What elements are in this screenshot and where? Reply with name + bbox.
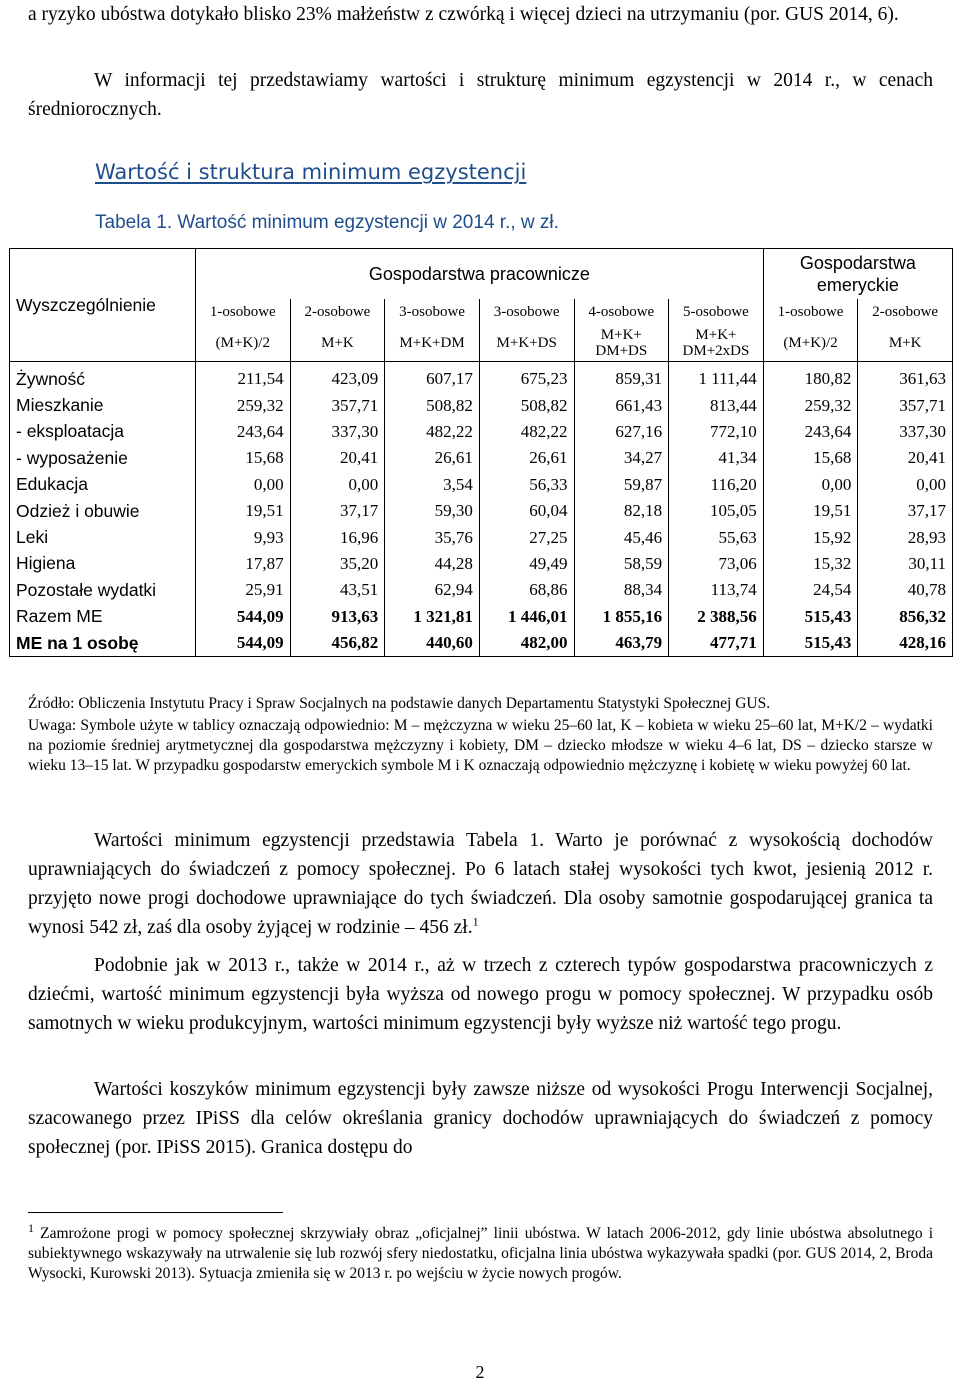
value-cell: 20,41 — [290, 445, 385, 471]
value-cell: 16,96 — [290, 524, 385, 550]
value-cell: 60,04 — [479, 498, 574, 524]
row-label: Mieszkanie — [10, 392, 196, 418]
value-cell: 856,32 — [858, 604, 953, 630]
value-cell: 482,00 — [479, 630, 574, 657]
household-size-header: 4-osobowe — [574, 299, 669, 325]
household-symbol-header: (M+K)/2 — [196, 325, 291, 362]
value-cell: 28,93 — [858, 524, 953, 550]
value-cell: 17,87 — [196, 551, 291, 577]
household-size-header: 1-osobowe — [763, 299, 858, 325]
row-label: Edukacja — [10, 472, 196, 498]
value-cell: 37,17 — [290, 498, 385, 524]
table-row — [10, 551, 953, 577]
paragraph-1-text: Wartości minimum egzystencji przedstawia Tabela 1. Warto je porównać z wysokością dochodów uprawniających do świadczeń z pomocy społecznej. Po 6 latach stałej wysokości tych kwot, jesienią 2012 r. przyjęto nowe progi dochodowe uprawniające do tych świadczeń. Dla osoby samotnie gospodarującej granica ta wynosi 542 zł, zaś dla osoby żyjącej w rodzinie – 456 zł. — [28, 830, 933, 938]
value-cell: 508,82 — [479, 392, 574, 418]
footnote-text: Zamrożone progi w pomocy społecznej skrzywiały obraz „oficjalnej” linii ubóstwa. W latach 2006-2012, gdy linie ubóstwa absolutnego i subiektywnego wskazywały na utrwalenie się lub rozwój sfery niedostatku, oficjalna linia ubóstwa wykazywała spadki (por. GUS 2014, 2, Broda Wysocki, Kurowski 2013). Sytuacja zmieniła się w 2013 r. po wejściu w życie nowych progów. — [28, 1225, 934, 1282]
value-cell: 35,76 — [385, 524, 480, 550]
value-cell: 243,64 — [196, 419, 291, 445]
intro-paragraph: a ryzyko ubóstwa dotykało blisko 23% małżeństw z czwórką i więcej dzieci na utrzymaniu (por. GUS 2014, 6). — [28, 4, 899, 25]
value-cell: 423,09 — [290, 362, 385, 393]
value-cell: 49,49 — [479, 551, 574, 577]
row-label: Leki — [10, 524, 196, 550]
row-label: ME na 1 osobę — [10, 630, 196, 657]
value-cell: 607,17 — [385, 362, 480, 393]
row-label: - eksploatacja — [10, 419, 196, 445]
footnote-number: 1 — [28, 1220, 34, 1235]
household-size-header: 2-osobowe — [290, 299, 385, 325]
value-cell: 180,82 — [763, 362, 858, 393]
value-cell: 515,43 — [763, 630, 858, 657]
value-cell: 58,59 — [574, 551, 669, 577]
row-label: Pozostałe wydatki — [10, 577, 196, 603]
value-cell: 30,11 — [858, 551, 953, 577]
minimum-subsistence-table — [9, 248, 953, 657]
value-cell: 440,60 — [385, 630, 480, 657]
value-cell: 9,93 — [196, 524, 291, 550]
value-cell: 0,00 — [763, 472, 858, 498]
row-label: Odzież i obuwie — [10, 498, 196, 524]
row-label: Higiena — [10, 551, 196, 577]
value-cell: 428,16 — [858, 630, 953, 657]
household-size-header: 3-osobowe — [385, 299, 480, 325]
value-cell: 913,63 — [290, 604, 385, 630]
paragraph-3: Wartości koszyków minimum egzystencji były zawsze niższe od wysokości Progu Interwencji Socjalnej, szacowanego przez IPiSS dla celów określania granicy dochodów uprawniających do świadczeń z pomocy społecznej (por. IPiSS 2015). Granica dostępu do — [28, 1079, 933, 1158]
page-number: 2 — [475, 1362, 485, 1382]
value-cell: 1 111,44 — [669, 362, 764, 393]
usage-note: Uwaga: Symbole użyte w tablicy oznaczają odpowiednio: M – mężczyzna w wieku 25–60 lat, K – kobieta w wieku 25–60 lat, M+K/2 – wydatki na poziomie średniej arytmetycznej dla gospodarstwa mężczyzny i kobiety, DM – dziecko młodsze w wieku 4–6 lat, DS – dziecko starsze w wieku 13–15 lat. W przypadku gospodarstw emeryckich symbole M i K oznaczają odpowiednio mężczyznę i kobietę w wieku powyżej 60 lat. — [28, 717, 933, 774]
value-cell: 1 446,01 — [479, 604, 574, 630]
table-row — [10, 392, 953, 418]
value-cell: 45,46 — [574, 524, 669, 550]
value-cell: 59,30 — [385, 498, 480, 524]
value-cell: 3,54 — [385, 472, 480, 498]
value-cell: 88,34 — [574, 577, 669, 603]
value-cell: 59,87 — [574, 472, 669, 498]
value-cell: 15,68 — [763, 445, 858, 471]
household-symbol-header: M+K+DM — [385, 325, 480, 362]
value-cell: 1 855,16 — [574, 604, 669, 630]
value-cell: 40,78 — [858, 577, 953, 603]
value-cell: 482,22 — [479, 419, 574, 445]
value-cell: 68,86 — [479, 577, 574, 603]
table-row — [10, 604, 953, 630]
row-label: - wyposażenie — [10, 445, 196, 471]
value-cell: 357,71 — [858, 392, 953, 418]
value-cell: 456,82 — [290, 630, 385, 657]
value-cell: 73,06 — [669, 551, 764, 577]
footnote-divider — [28, 1212, 283, 1213]
household-symbol-header: M+K+DS — [479, 325, 574, 362]
value-cell: 15,68 — [196, 445, 291, 471]
household-symbol-header: M+K+ DM+DS — [574, 325, 669, 362]
intro-paragraph-2: W informacji tej przedstawiamy wartości i strukturę minimum egzystencji w 2014 r., w cenach średniorocznych. — [28, 70, 933, 120]
value-cell: 19,51 — [763, 498, 858, 524]
table-row — [10, 577, 953, 603]
value-cell: 15,32 — [763, 551, 858, 577]
table-row — [10, 524, 953, 550]
table-body — [10, 362, 953, 657]
group-header-workers: Gospodarstwa pracownicze — [196, 249, 764, 300]
household-symbol-header: M+K — [858, 325, 953, 362]
value-cell: 675,23 — [479, 362, 574, 393]
footnote-reference[interactable]: 1 — [472, 914, 479, 929]
value-cell: 116,20 — [669, 472, 764, 498]
value-cell: 56,33 — [479, 472, 574, 498]
value-cell: 24,54 — [763, 577, 858, 603]
value-cell: 243,64 — [763, 419, 858, 445]
value-cell: 544,09 — [196, 604, 291, 630]
row-label: Żywność — [10, 362, 196, 393]
value-cell: 0,00 — [290, 472, 385, 498]
value-cell: 361,63 — [858, 362, 953, 393]
value-cell: 35,20 — [290, 551, 385, 577]
household-size-header: 1-osobowe — [196, 299, 291, 325]
source-note: Źródło: Obliczenia Instytutu Pracy i Spraw Socjalnych na podstawie danych Departamentu Statystyki Społecznej GUS. — [28, 695, 771, 712]
table-row — [10, 498, 953, 524]
value-cell: 25,91 — [196, 577, 291, 603]
value-cell: 34,27 — [574, 445, 669, 471]
value-cell: 211,54 — [196, 362, 291, 393]
household-size-header: 2-osobowe — [858, 299, 953, 325]
value-cell: 15,92 — [763, 524, 858, 550]
value-cell: 357,71 — [290, 392, 385, 418]
footnote — [28, 1220, 934, 1284]
household-symbol-header: M+K+ DM+2xDS — [669, 325, 764, 362]
value-cell: 337,30 — [290, 419, 385, 445]
row-label: Razem ME — [10, 604, 196, 630]
value-cell: 27,25 — [479, 524, 574, 550]
value-cell: 26,61 — [385, 445, 480, 471]
group-header-retired: Gospodarstwa emeryckie — [763, 249, 952, 300]
value-cell: 0,00 — [196, 472, 291, 498]
section-heading: Wartość i struktura minimum egzystencji — [95, 160, 527, 185]
household-symbol-header: (M+K)/2 — [763, 325, 858, 362]
value-cell: 544,09 — [196, 630, 291, 657]
value-cell: 82,18 — [574, 498, 669, 524]
value-cell: 26,61 — [479, 445, 574, 471]
table-row — [10, 419, 953, 445]
table-row — [10, 362, 953, 393]
paragraph-1 — [28, 826, 933, 942]
paragraph-2: Podobnie jak w 2013 r., także w 2014 r., aż w trzech z czterech typów gospodarstwa pracowniczych z dziećmi, wartość minimum egzystencji była wyższa od nowego progu w pomocy społecznej. W przypadku osób samotnych w wieku produkcyjnym, wartości minimum egzystencji były wyższe niż wartość tego progu. — [28, 955, 933, 1034]
value-cell: 627,16 — [574, 419, 669, 445]
value-cell: 44,28 — [385, 551, 480, 577]
value-cell: 43,51 — [290, 577, 385, 603]
household-size-header: 3-osobowe — [479, 299, 574, 325]
table-caption: Tabela 1. Wartość minimum egzystencji w 2014 r., w zł. — [95, 212, 559, 233]
value-cell: 37,17 — [858, 498, 953, 524]
household-symbol-header: M+K — [290, 325, 385, 362]
value-cell: 41,34 — [669, 445, 764, 471]
value-cell: 515,43 — [763, 604, 858, 630]
value-cell: 113,74 — [669, 577, 764, 603]
value-cell: 105,05 — [669, 498, 764, 524]
table-row — [10, 472, 953, 498]
value-cell: 19,51 — [196, 498, 291, 524]
value-cell: 482,22 — [385, 419, 480, 445]
table-row — [10, 630, 953, 657]
value-cell: 859,31 — [574, 362, 669, 393]
value-cell: 463,79 — [574, 630, 669, 657]
row-header: Wyszczególnienie — [10, 249, 196, 362]
value-cell: 259,32 — [763, 392, 858, 418]
value-cell: 813,44 — [669, 392, 764, 418]
value-cell: 661,43 — [574, 392, 669, 418]
value-cell: 0,00 — [858, 472, 953, 498]
value-cell: 772,10 — [669, 419, 764, 445]
value-cell: 337,30 — [858, 419, 953, 445]
value-cell: 477,71 — [669, 630, 764, 657]
value-cell: 20,41 — [858, 445, 953, 471]
value-cell: 2 388,56 — [669, 604, 764, 630]
table-row — [10, 445, 953, 471]
household-size-header: 5-osobowe — [669, 299, 764, 325]
value-cell: 62,94 — [385, 577, 480, 603]
value-cell: 55,63 — [669, 524, 764, 550]
value-cell: 259,32 — [196, 392, 291, 418]
value-cell: 1 321,81 — [385, 604, 480, 630]
value-cell: 508,82 — [385, 392, 480, 418]
